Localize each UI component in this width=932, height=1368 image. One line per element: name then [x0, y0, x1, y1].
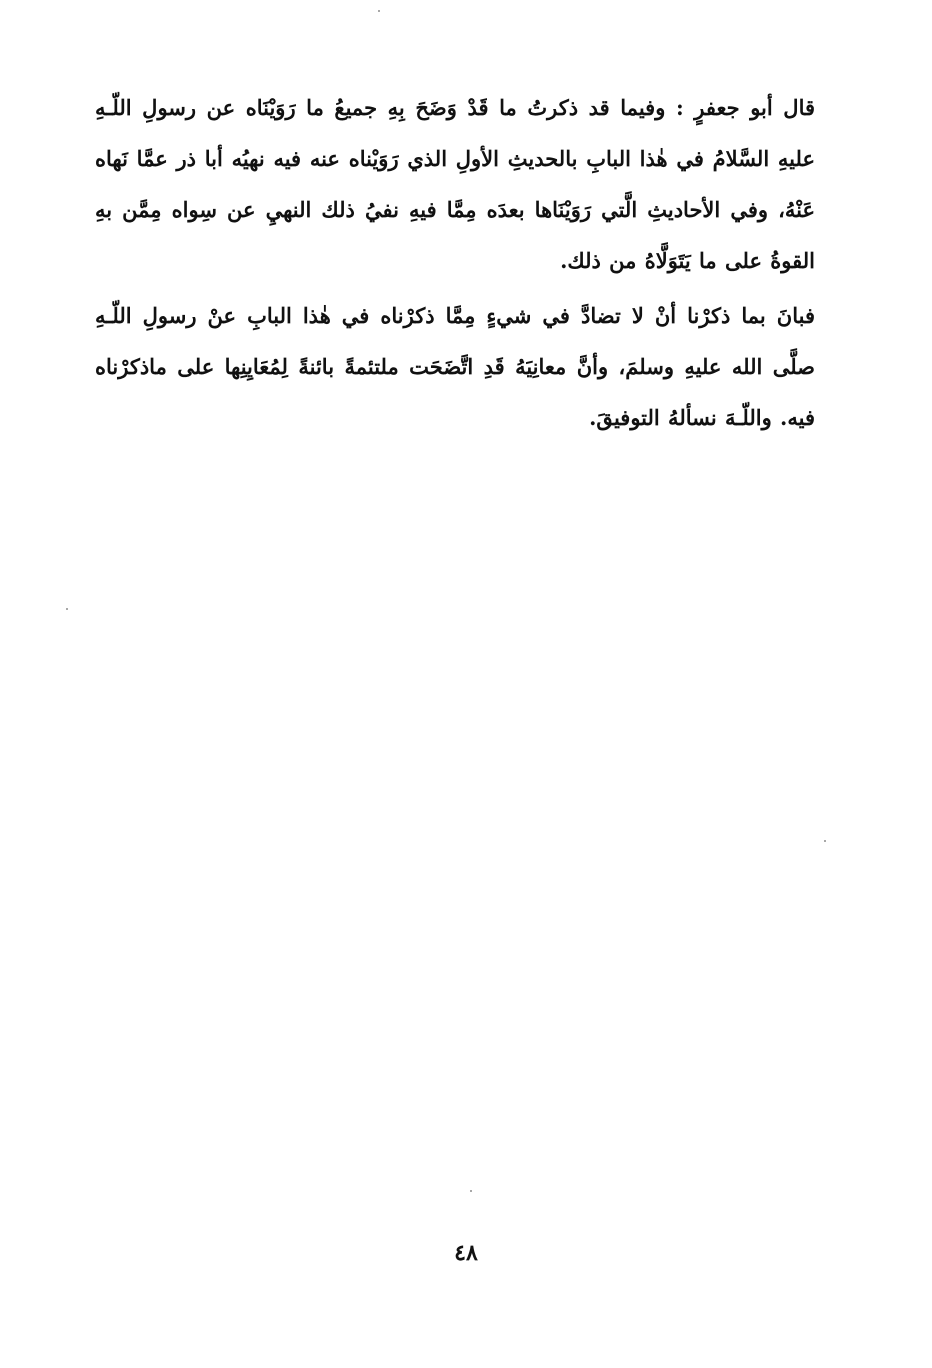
scan-speck [378, 10, 380, 12]
paragraph-2-text: فبانَ بما ذكرْنا أنْ لا تضادَّ في شيءٍ مِمَّا ذكرْناه في هٰذا البابِ عنْ رسولِ اللّـهِ صلَّى الله عليهِ وسلمَ، وأنَّ معانِيَهُ قَدِ اتَّضَحَت ملتئمةً بائنةً لِمُعَايِنِها على ماذكرْناه فيه. واللّـهَ نسألهُ التوفيقَ. [95, 303, 815, 430]
body-text [95, 82, 815, 443]
scan-speck [66, 608, 68, 610]
paragraph-1-text: وفيما قد ذكرتُ ما قَدْ وَضَحَ بِهِ جميعُ ما رَوَيْنَاه عن رسولِ اللّـهِ عليهِ السَّلامُ في هٰذا البابِ بالحديثِ الأولِ الذي رَوَيْناه عنه فيه نهيُه أبا ذر عمَّا نَهاه عَنْهُ، وفي الأحاديثِ الَّتي رَوَيْنَاها بعدَه مِمَّا فيهِ نفيُ ذلك النهيِ عن سِواه مِمَّن بهِ القوةُ على ما يَتَوَلَّاهُ من ذلك. [95, 95, 815, 273]
speaker-label: قال أبو جعفرٍ : [675, 95, 816, 120]
scan-speck [470, 1190, 472, 1192]
paragraph-2 [95, 290, 815, 443]
page-number: ٤٨ [454, 1240, 478, 1266]
scan-speck [824, 840, 826, 842]
paragraph-1 [95, 82, 815, 286]
